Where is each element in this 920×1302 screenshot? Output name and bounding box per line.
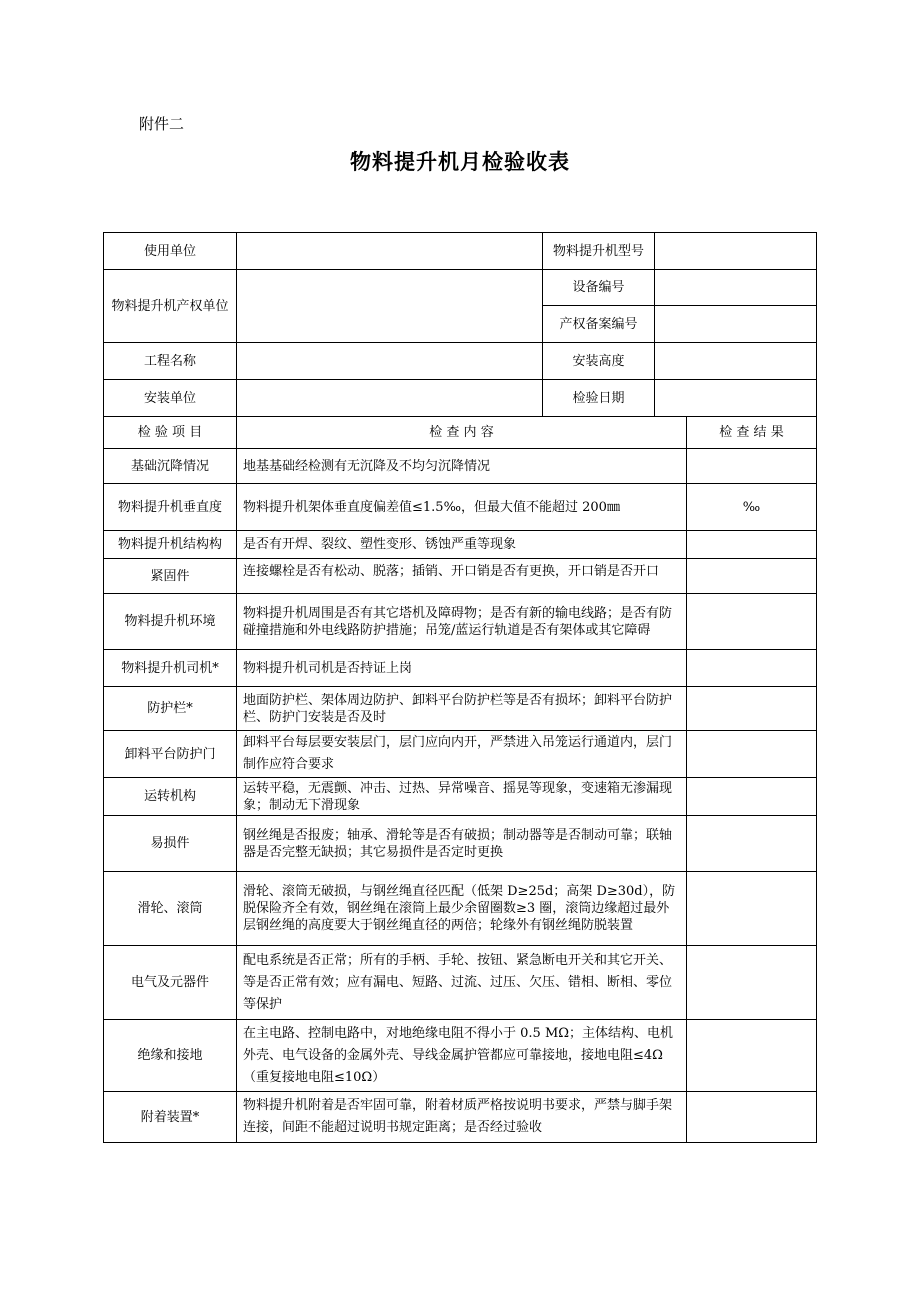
row-result[interactable]: ‰ (687, 484, 817, 531)
row-content: 物料提升机附着是否牢固可靠，附着材质严格按说明书要求，严禁与脚手架连接，间距不能超过说明书规定距离；是否经过验收 (237, 1092, 687, 1143)
column-header-item: 检 验 项 目 (104, 417, 237, 449)
row-content: 物料提升机周围是否有其它塔机及障碍物；是否有新的输电线路；是否有防碰撞措施和外电线路防护措施；吊笼/蓝运行轨道是否有架体或其它障碍 (237, 594, 687, 650)
row-item: 运转机构 (104, 778, 237, 816)
table-row (104, 778, 817, 816)
row-result[interactable] (687, 531, 817, 559)
info-row-install (104, 380, 817, 417)
row-item: 物料提升机结构构 (104, 531, 237, 559)
row-item: 物料提升机环境 (104, 594, 237, 650)
row-item: 防护栏* (104, 687, 237, 731)
row-result[interactable] (687, 687, 817, 731)
row-content: 配电系统是否正常；所有的手柄、手轮、按钮、紧急断电开关和其它开关、等是否正常有效；应有漏电、短路、过流、过压、欠压、错相、断相、零位等保护 (237, 946, 687, 1020)
row-content: 连接螺栓是否有松动、脱落；插销、开口销是否有更换，开口销是否开口 (237, 559, 687, 594)
row-result[interactable] (687, 1020, 817, 1092)
install-unit-label: 安装单位 (104, 380, 237, 417)
row-result[interactable] (687, 1092, 817, 1143)
row-result[interactable] (687, 946, 817, 1020)
table-row (104, 531, 817, 559)
table-row (104, 946, 817, 1020)
row-item: 电气及元器件 (104, 946, 237, 1020)
info-row-owner (104, 270, 817, 306)
row-content: 地面防护栏、架体周边防护、卸料平台防护栏等是否有损坏；卸料平台防护栏、防护门安装是否及时 (237, 687, 687, 731)
column-header-row (104, 417, 817, 449)
row-result[interactable] (687, 872, 817, 946)
model-value[interactable] (655, 233, 817, 270)
table-row (104, 687, 817, 731)
info-row-project (104, 343, 817, 380)
row-content: 物料提升机架体垂直度偏差值≤1.5‰，但最大值不能超过 200㎜ (237, 484, 687, 531)
table-row (104, 594, 817, 650)
row-item: 物料提升机司机* (104, 650, 237, 687)
project-value[interactable] (237, 343, 543, 380)
row-item: 绝缘和接地 (104, 1020, 237, 1092)
owner-unit-value[interactable] (237, 270, 543, 343)
row-content: 在主电路、控制电路中，对地绝缘电阻不得小于 0.5 MΩ；主体结构、电机外壳、电气设备的金属外壳、导线金属护管都应可靠接地，接地电阻≤4Ω（重复接地电阻≤10Ω） (237, 1020, 687, 1092)
info-row-user-unit (104, 233, 817, 270)
row-result[interactable] (687, 816, 817, 872)
height-value[interactable] (655, 343, 817, 380)
table-row (104, 650, 817, 687)
row-content: 滑轮、滚筒无破损，与钢丝绳直径匹配（低架 D≥25d；高架 D≥30d），防脱保险齐全有效，钢丝绳在滚筒上最少余留圈数≥3 圈，滚筒边缘超过最外层钢丝绳的高度要大于钢丝绳直径的两倍；轮缘外有钢丝绳防脱装置 (237, 872, 687, 946)
row-content: 卸料平台每层要安装层门，层门应向内开，严禁进入吊笼运行通道内，层门制作应符合要求 (237, 731, 687, 778)
row-result[interactable] (687, 650, 817, 687)
inspection-table (103, 232, 817, 1143)
row-item: 物料提升机垂直度 (104, 484, 237, 531)
row-result[interactable] (687, 559, 817, 594)
record-no-label: 产权备案编号 (543, 306, 655, 343)
record-no-value[interactable] (655, 306, 817, 343)
equip-no-label: 设备编号 (543, 270, 655, 306)
row-result[interactable] (687, 778, 817, 816)
table-row (104, 731, 817, 778)
row-content: 运转平稳，无震颤、冲击、过热、异常噪音、摇晃等现象，变速箱无渗漏现象；制动无下滑现象 (237, 778, 687, 816)
table-row (104, 1020, 817, 1092)
owner-unit-label: 物料提升机产权单位 (104, 270, 237, 343)
row-item: 附着装置* (104, 1092, 237, 1143)
row-result[interactable] (687, 449, 817, 484)
row-result[interactable] (687, 594, 817, 650)
table-row (104, 816, 817, 872)
user-unit-value[interactable] (237, 233, 543, 270)
date-value[interactable] (655, 380, 817, 417)
table-row (104, 872, 817, 946)
row-result[interactable] (687, 731, 817, 778)
table-row (104, 1092, 817, 1143)
row-item: 易损件 (104, 816, 237, 872)
row-item: 基础沉降情况 (104, 449, 237, 484)
column-header-content: 检 查 内 容 (237, 417, 687, 449)
row-item: 紧固件 (104, 559, 237, 594)
project-label: 工程名称 (104, 343, 237, 380)
install-unit-value[interactable] (237, 380, 543, 417)
table-row (104, 449, 817, 484)
table-row (104, 559, 817, 594)
row-item: 卸料平台防护门 (104, 731, 237, 778)
row-content: 钢丝绳是否报废；轴承、滑轮等是否有破损；制动器等是否制动可靠；联轴器是否完整无缺损；其它易损件是否定时更换 (237, 816, 687, 872)
row-item: 滑轮、滚筒 (104, 872, 237, 946)
height-label: 安装高度 (543, 343, 655, 380)
annex-label: 附件二 (139, 115, 185, 133)
date-label: 检验日期 (543, 380, 655, 417)
row-content: 是否有开焊、裂纹、塑性变形、锈蚀严重等现象 (237, 531, 687, 559)
row-content: 物料提升机司机是否持证上岗 (237, 650, 687, 687)
model-label: 物料提升机型号 (543, 233, 655, 270)
table-row (104, 484, 817, 531)
column-header-result: 检 查 结 果 (687, 417, 817, 449)
page-title: 物料提升机月检验收表 (350, 149, 570, 174)
row-content: 地基基础经检测有无沉降及不均匀沉降情况 (237, 449, 687, 484)
user-unit-label: 使用单位 (104, 233, 237, 270)
equip-no-value[interactable] (655, 270, 817, 306)
